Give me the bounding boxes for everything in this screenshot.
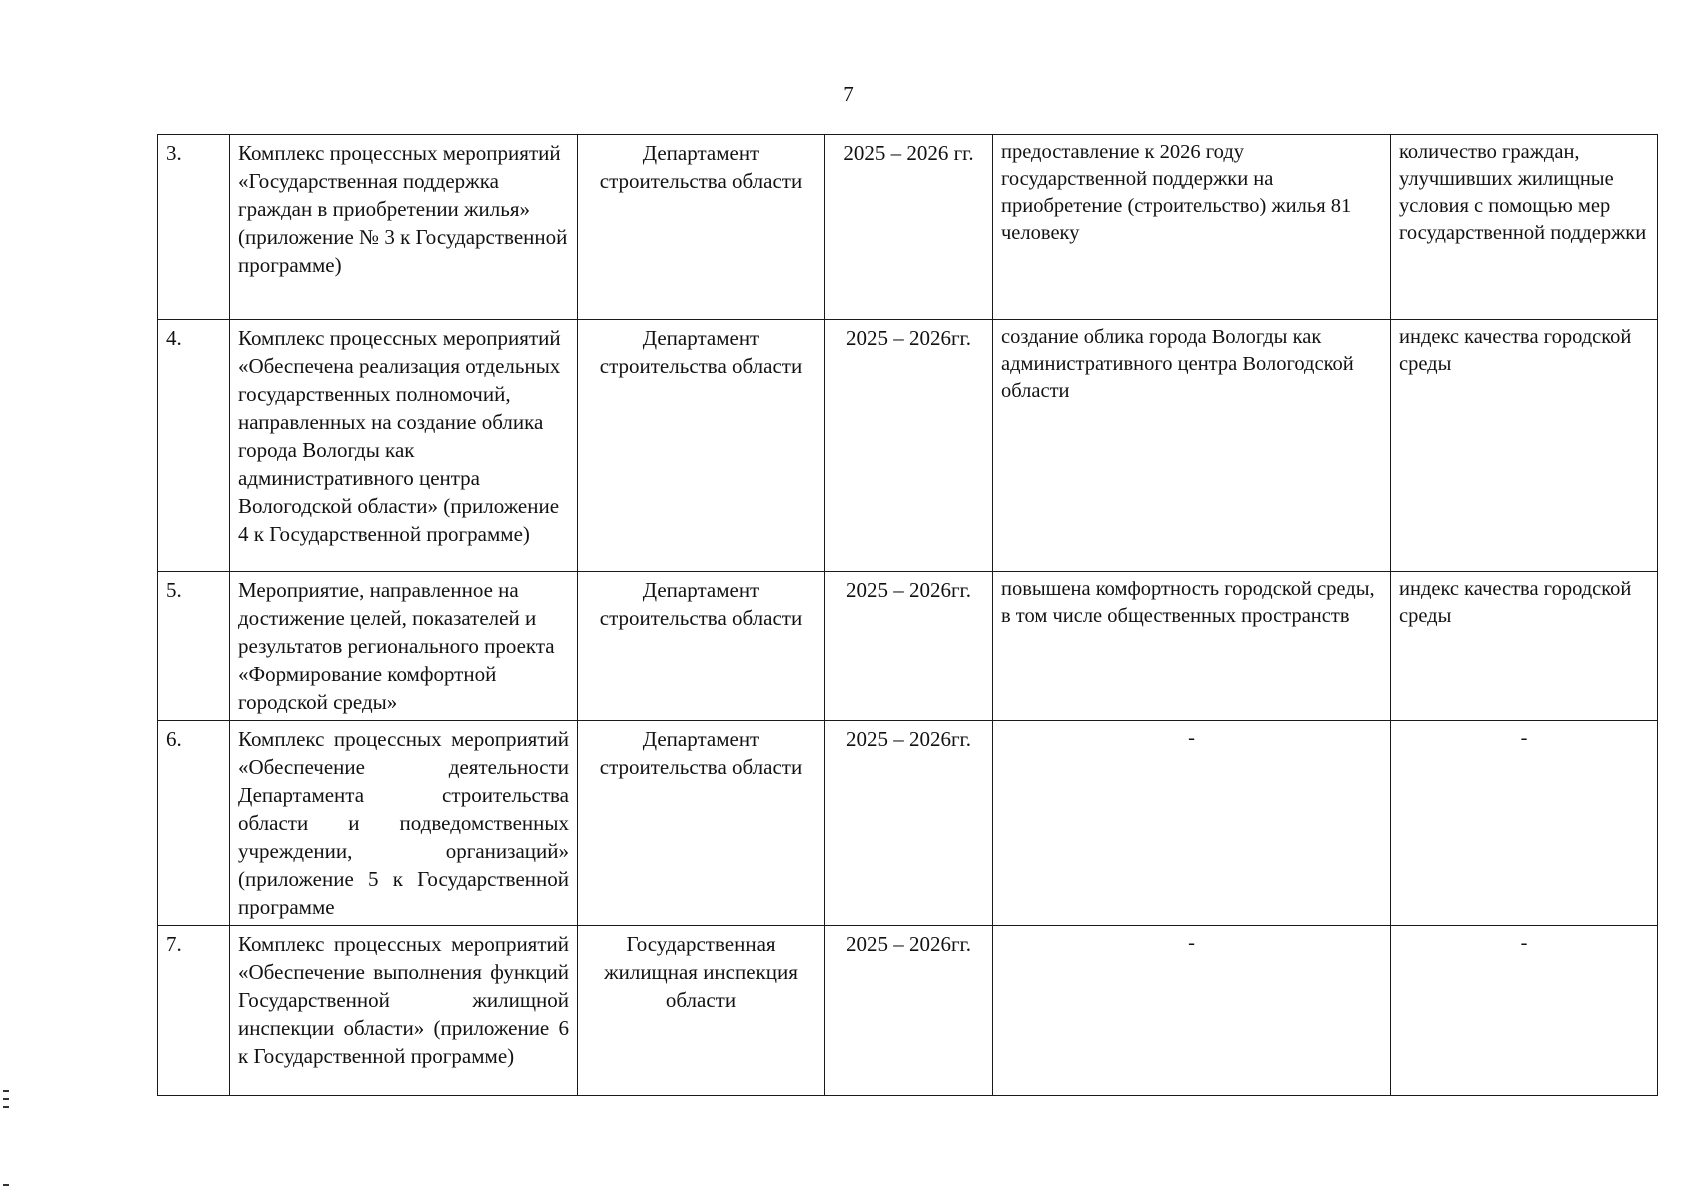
expected-result: - bbox=[993, 721, 1391, 926]
measure-title: Комплекс процессных мероприятий «Обеспечена реализация отдельных государственных полномочий, направленных на создание облика города Вологды как административного центра Вологодской области» (приложение 4 к Государственной программе) bbox=[230, 320, 578, 572]
measure-title: Комплекс процессных мероприятий «Обеспечение деятельности Департамента строительства области и подведомственных учреждении, организаций» (приложение 5 к Государственной программе bbox=[230, 721, 578, 926]
indicator: количество граждан, улучшивших жилищные условия с помощью мер государственной поддержки bbox=[1391, 135, 1658, 320]
measure-title: Комплекс процессных мероприятий «Государственная поддержка граждан в приобретении жилья» (приложение № 3 к Государственной программе) bbox=[230, 135, 578, 320]
expected-result: - bbox=[993, 926, 1391, 1096]
table-row bbox=[158, 721, 1658, 926]
indicator: индекс качества городской среды bbox=[1391, 320, 1658, 572]
table-row bbox=[158, 135, 1658, 320]
measure-title: Мероприятие, направленное на достижение целей, показателей и результатов регионального проекта «Формирование комфортной городской среды» bbox=[230, 572, 578, 721]
indicator: индекс качества городской среды bbox=[1391, 572, 1658, 721]
scan-artifact bbox=[3, 1098, 9, 1100]
table-row bbox=[158, 572, 1658, 721]
indicator: - bbox=[1391, 926, 1658, 1096]
program-table bbox=[157, 134, 1658, 1096]
table-row bbox=[158, 926, 1658, 1096]
responsible-department: Департамент строительства области bbox=[578, 572, 825, 721]
scan-artifact bbox=[3, 1090, 9, 1092]
row-number: 3. bbox=[158, 135, 230, 320]
responsible-department: Государственная жилищная инспекция области bbox=[578, 926, 825, 1096]
scan-artifact bbox=[3, 1184, 9, 1186]
measure-title: Комплекс процессных мероприятий «Обеспечение выполнения функций Государственной жилищной инспекции области» (приложение 6 к Государственной программе) bbox=[230, 926, 578, 1096]
row-number: 5. bbox=[158, 572, 230, 721]
expected-result: повышена комфортность городской среды, в том числе общественных пространств bbox=[993, 572, 1391, 721]
implementation-period: 2025 – 2026гг. bbox=[825, 572, 993, 721]
table-row bbox=[158, 320, 1658, 572]
scan-artifact bbox=[3, 1106, 9, 1108]
responsible-department: Департамент строительства области bbox=[578, 135, 825, 320]
implementation-period: 2025 – 2026гг. bbox=[825, 320, 993, 572]
expected-result: предоставление к 2026 году государственной поддержки на приобретение (строительство) жилья 81 человеку bbox=[993, 135, 1391, 320]
row-number: 4. bbox=[158, 320, 230, 572]
indicator: - bbox=[1391, 721, 1658, 926]
row-number: 6. bbox=[158, 721, 230, 926]
implementation-period: 2025 – 2026гг. bbox=[825, 926, 993, 1096]
implementation-period: 2025 – 2026 гг. bbox=[825, 135, 993, 320]
page-number: 7 bbox=[843, 82, 854, 106]
row-number: 7. bbox=[158, 926, 230, 1096]
expected-result: создание облика города Вологды как административного центра Вологодской области bbox=[993, 320, 1391, 572]
responsible-department: Департамент строительства области bbox=[578, 721, 825, 926]
implementation-period: 2025 – 2026гг. bbox=[825, 721, 993, 926]
responsible-department: Департамент строительства области bbox=[578, 320, 825, 572]
